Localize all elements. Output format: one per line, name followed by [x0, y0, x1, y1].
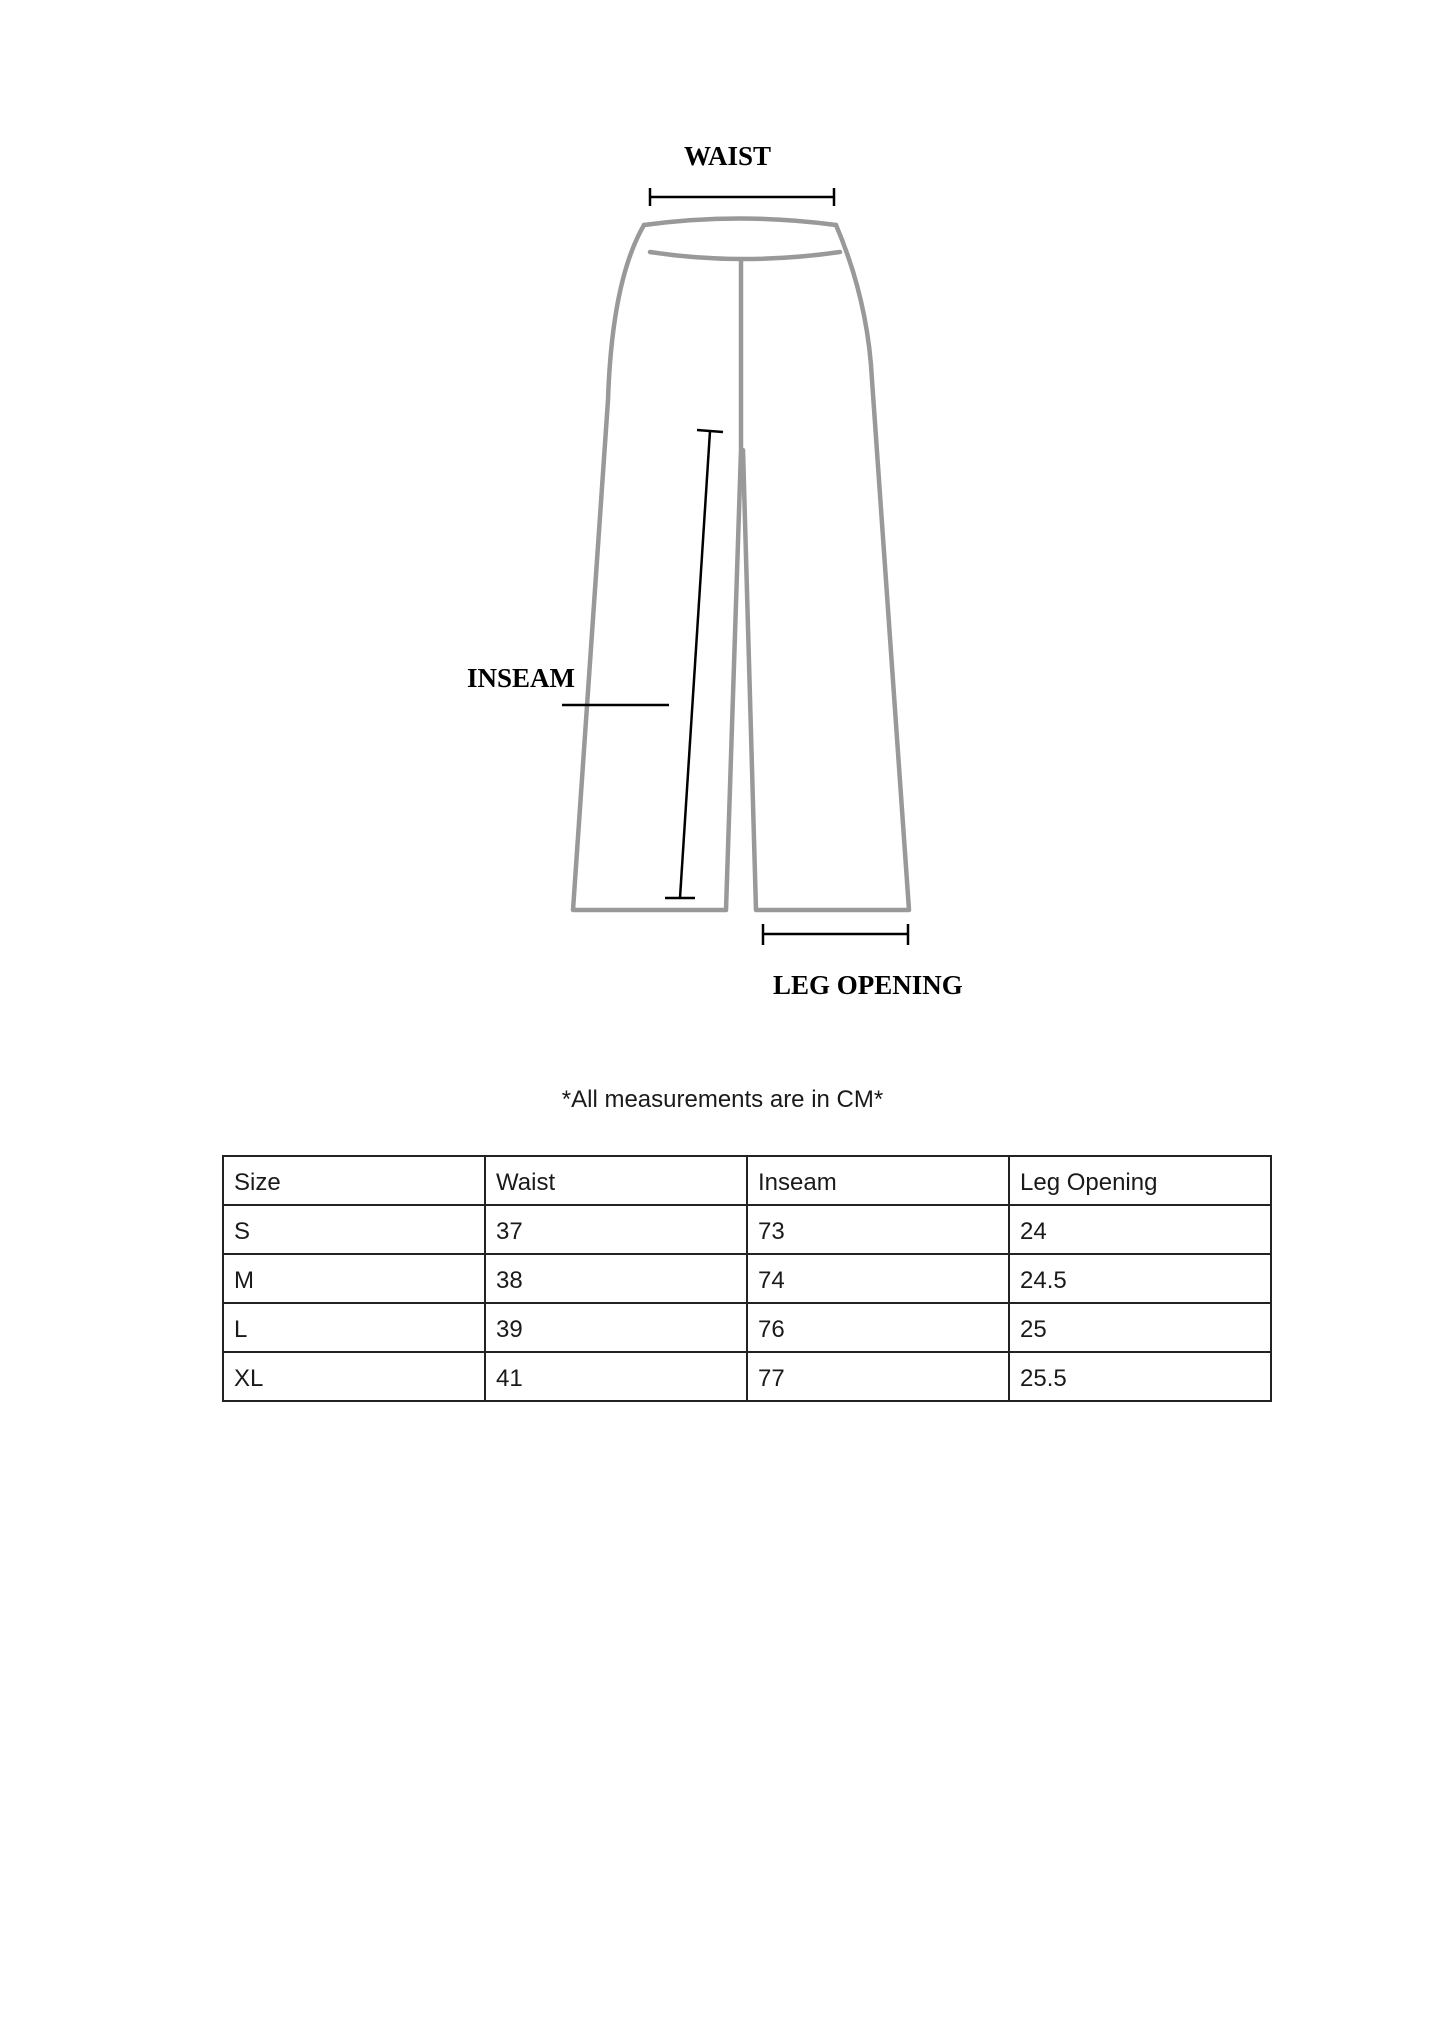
measurement-unit-note: *All measurements are in CM*: [561, 1086, 884, 1113]
cell-waist: 41: [485, 1352, 747, 1401]
cell-size: XL: [223, 1352, 485, 1401]
cell-leg-opening: 24: [1009, 1205, 1271, 1254]
cell-inseam: 76: [747, 1303, 1009, 1352]
cell-size: S: [223, 1205, 485, 1254]
size-chart-table: [222, 1155, 1272, 1402]
table-row: [223, 1352, 1271, 1401]
right-leg-outline: [743, 225, 909, 910]
inseam-label: INSEAM: [467, 663, 576, 693]
table-header-row: [223, 1156, 1271, 1205]
header-waist: Waist: [485, 1156, 747, 1205]
pants-outline: [573, 219, 909, 911]
cell-inseam: 77: [747, 1352, 1009, 1401]
cell-waist: 38: [485, 1254, 747, 1303]
waist-measure-line: [650, 188, 834, 206]
table-row: [223, 1205, 1271, 1254]
header-leg-opening: Leg Opening: [1009, 1156, 1271, 1205]
table-row: [223, 1254, 1271, 1303]
cell-waist: 37: [485, 1205, 747, 1254]
cell-waist: 39: [485, 1303, 747, 1352]
cell-inseam: 73: [747, 1205, 1009, 1254]
waistband-bottom: [650, 252, 840, 259]
waist-label: WAIST: [684, 141, 772, 171]
inseam-measure-line: [665, 430, 723, 898]
table-row: [223, 1303, 1271, 1352]
cell-leg-opening: 24.5: [1009, 1254, 1271, 1303]
cell-leg-opening: 25.5: [1009, 1352, 1271, 1401]
header-inseam: Inseam: [747, 1156, 1009, 1205]
header-size: Size: [223, 1156, 485, 1205]
waistband-top: [644, 219, 836, 226]
cell-leg-opening: 25: [1009, 1303, 1271, 1352]
cell-size: M: [223, 1254, 485, 1303]
cell-inseam: 74: [747, 1254, 1009, 1303]
leg-opening-measure-line: [763, 924, 908, 945]
leg-opening-label: LEG OPENING: [773, 970, 963, 1000]
cell-size: L: [223, 1303, 485, 1352]
left-leg-outline: [573, 225, 741, 910]
